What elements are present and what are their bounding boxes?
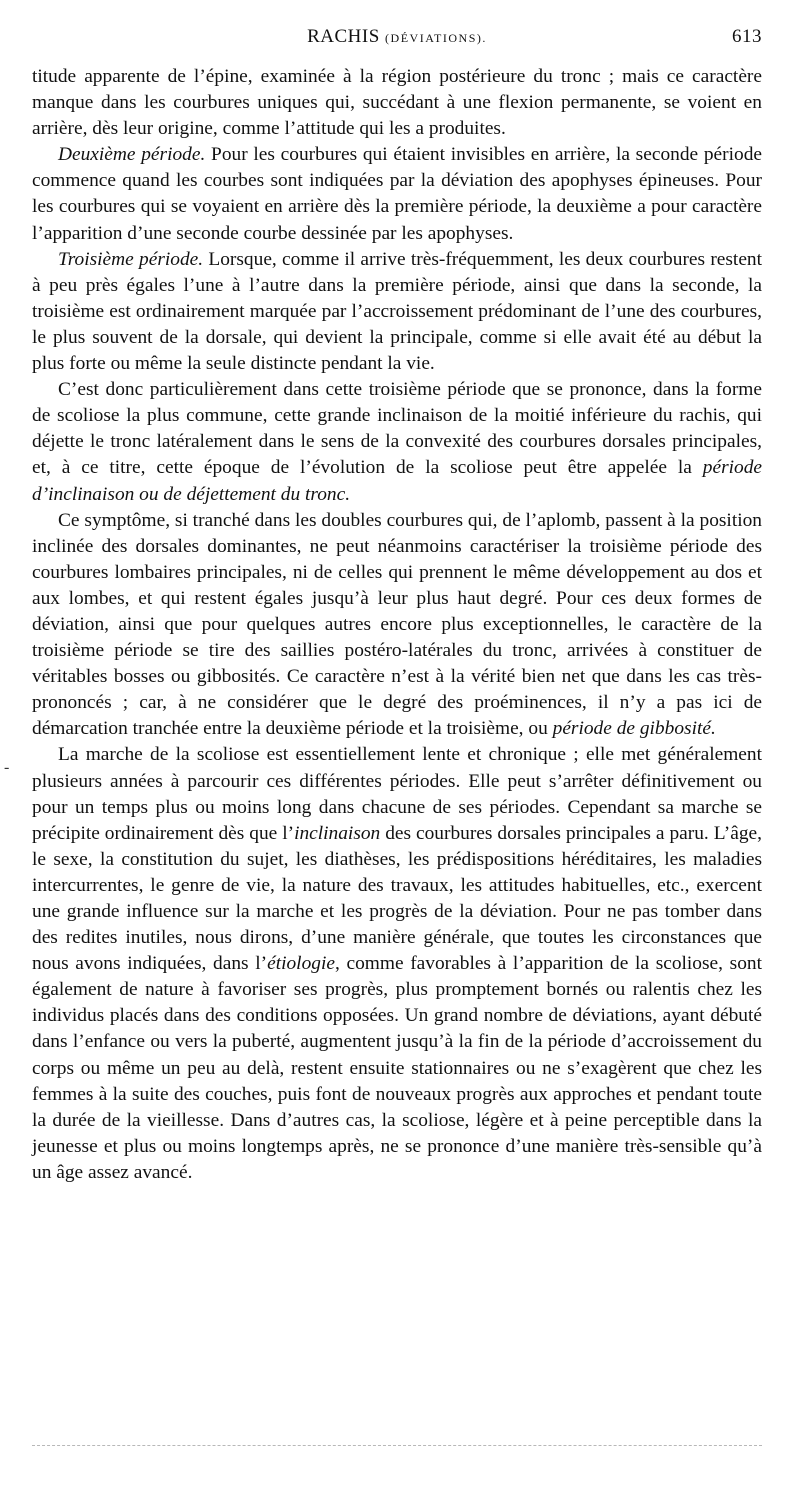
page-number: 613 [732, 26, 762, 47]
paragraph-text: Pour les courbures qui étaient invisibles en arrière, la seconde période commence quand les courbes sont indiquées par la déviation des apophyses épineuses. Pour les courbures qui se voyaient en arrière dès la première période, la deuxième a pour caractère l’apparition d’une seconde courbe dessinée par les apophyses. [32, 144, 762, 244]
page [32, 26, 762, 1186]
italic-text: Deuxième période. [58, 144, 206, 166]
paragraph [32, 64, 762, 142]
bottom-rule [32, 1445, 762, 1446]
paragraph-text: des courbures dorsales principales a paru. L’âge, le sexe, la constitution du sujet, les diathèses, les prédispositions héréditaires, les maladies intercurrentes, le genre de vie, la nature des travaux, les attitudes habituelles, etc., exercent une grande influence sur la marche et les progrès de la déviation. Pour ne pas tomber dans des redites inutiles, nous dirons, d’une manière générale, que toutes les circonstances que nous avons indiquées, dans l’ [32, 822, 762, 975]
paragraph [32, 142, 762, 246]
margin-mark: - [4, 759, 10, 776]
italic-text: inclinaison [294, 822, 381, 844]
running-title-sub: (DÉVIATIONS). [385, 31, 487, 45]
italic-text: période d’inclinaison ou de déjettement du tronc. [32, 457, 762, 505]
italic-text: étiologie [267, 953, 335, 975]
paragraph [32, 377, 762, 507]
paragraph-text: Ce symptôme, si tranché dans les doubles courbures qui, de l’aplomb, passent à la position inclinée des dorsales dominantes, ne peut néanmoins caractériser la troisième période des courbures lombaires principales, ni de celles qui prennent le même développement au dos et aux lombes, et qui restent égales jusqu’à leur plus haut degré. Pour ces deux formes de déviation, ainsi que pour quelques autres encore plus exceptionnelles, le caractère de la troisième période se tire des saillies postéro-latérales du tronc, arrivées à constituer de véritables bosses ou gibbosités. Ce caractère n’est à la vérité bien net que dans les cas très-prononcés ; car, à ne considérer que le degré des proéminences, il n’y a pas ici de démarcation tranchée entre la deuxième période et la troisième, ou [32, 509, 762, 740]
paragraph [32, 508, 762, 743]
paragraph-text: La marche de la scoliose est essentiellement lente et chronique ; elle met généralement plusieurs années à parcourir ces différentes périodes. Elle peut s’arrêter définitivement ou pour un temps plus ou moins long dans chacune de ses périodes. Cependant sa marche se précipite ordinairement dès que l’ [32, 744, 762, 844]
paragraph-text: C’est donc particulièrement dans cette troisième période que se prononce, dans la forme de scoliose la plus commune, cette grande inclinaison de la moitié inférieure du rachis, qui déjette le tronc latéralement dans le sens de la convexité des courbures dorsales principales, et, à ce titre, cette époque de l’évolution de la scoliose peut être appelée la [32, 379, 762, 479]
italic-text: Troisième période. [58, 248, 204, 270]
running-title [32, 26, 762, 48]
running-title-main: RACHIS [307, 26, 380, 47]
paragraph-text: titude apparente de l’épine, examinée à la région postérieure du tronc ; mais ce caractère manque dans les courbures uniques qui, succédant à une flexion permanente, se voient en arrière, dès leur origine, comme l’attitude qui les a produites. [32, 66, 762, 140]
italic-text: période de gibbosité. [552, 718, 716, 740]
paragraph [32, 247, 762, 377]
paragraph-text: Lorsque, comme il arrive très-fréquemment, les deux courbures restent à peu près égales l’une à l’autre dans la première période, ainsi que dans la seconde, la troisième est ordinairement marquée par l’accroissement prédominant de l’une des courbures, le plus souvent de la dorsale, qui devient la principale, comme si elle avait été au début la plus forte ou même la seule distincte pendant la vie. [32, 248, 763, 375]
paragraph-text: , comme favorables à l’apparition de la scoliose, sont également de nature à favoriser ses progrès, plus promptement bornés ou ralentis chez les individus placés dans des conditions opposées. Un grand nombre de déviations, ayant débuté dans l’enfance ou vers la puberté, augmentent jusqu’à la fin de la période d’accroissement du corps ou même un peu au delà, restent ensuite stationnaires ou ne s’exagèrent que chez les femmes à la suite des couches, puis font de nouveaux progrès aux approches et pendant toute la durée de la vieillesse. Dans d’autres cas, la scoliose, légère et à peine perceptible dans la jeunesse et plus ou moins longtemps après, ne se prononce d’une manière très-sensible qu’à un âge assez avancé. [32, 953, 762, 1183]
paragraph [32, 742, 762, 1186]
body-text [32, 64, 762, 1186]
running-head [32, 26, 762, 52]
